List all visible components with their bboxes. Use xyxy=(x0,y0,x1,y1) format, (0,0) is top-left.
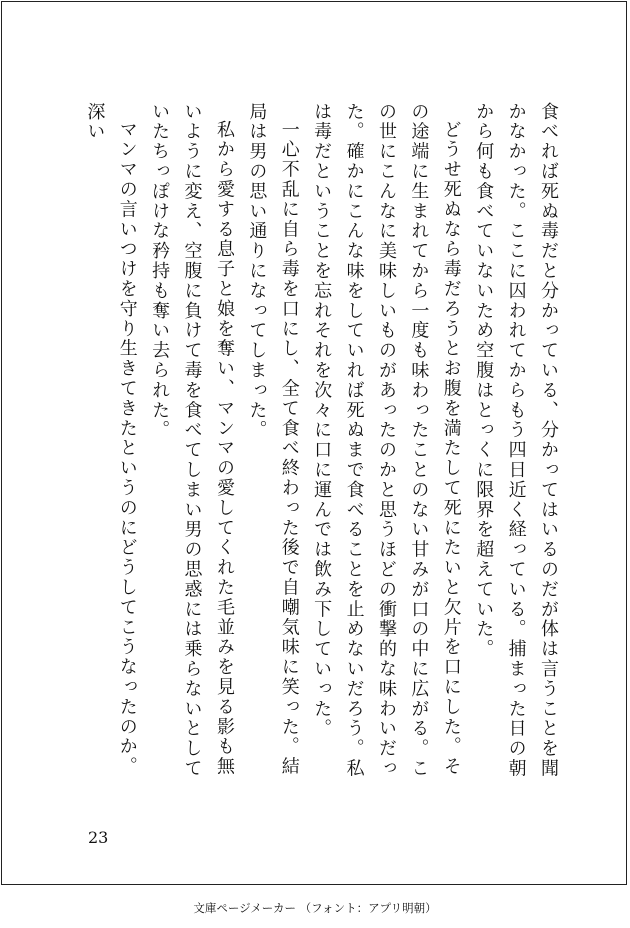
page-number: 23 xyxy=(88,828,109,847)
footer-credit: 文庫ページメーカー （フォント：アプリ明朝） xyxy=(193,901,437,915)
paragraph-4: 私から愛する息子と娘を奪い、マンマの愛してくれた毛並みを見る影も無いように変え、空腹に負けて毒を食べてしまい男の思惑には乗らないとしていたちっぽけな矜持も奪い去られた。 xyxy=(149,102,235,779)
paragraph-3: 一心不乱に自ら毒を口にし、全て食べ終わった後で自嘲気味に笑った。結局は男の思い通りになってしまった。 xyxy=(246,102,300,777)
paragraph-1: 食べれば死ぬ毒だと分かっている、分かってはいるのだが体は言うことを聞かなかった。ここに囚われてからもう四日近く経っている。捕まった日の朝から何も食べていないため空腹はとっくに限界を超えていた。 xyxy=(473,102,559,779)
vertical-body-text xyxy=(78,102,564,792)
paragraph-2: どうせ死ぬなら毒だろうとお腹を満たして死にたいと欠片を口にした。その途端に生まれてから一度も味わったことのない甘みが口の中に広がる。この世にこんなに美味しいものがあったのかと思うほどの衝撃的な味わいだった。確かにこんな味をしていれば死ぬまで食べることを止めないだろう。私は毒だということを忘れそれを次々に口に運んでは飲み下していった。 xyxy=(311,102,462,779)
paragraph-5: マンマの言いつけを守り生きてきたというのにどうしてこうなったのか。深い xyxy=(84,102,138,777)
book-page xyxy=(1,1,627,885)
